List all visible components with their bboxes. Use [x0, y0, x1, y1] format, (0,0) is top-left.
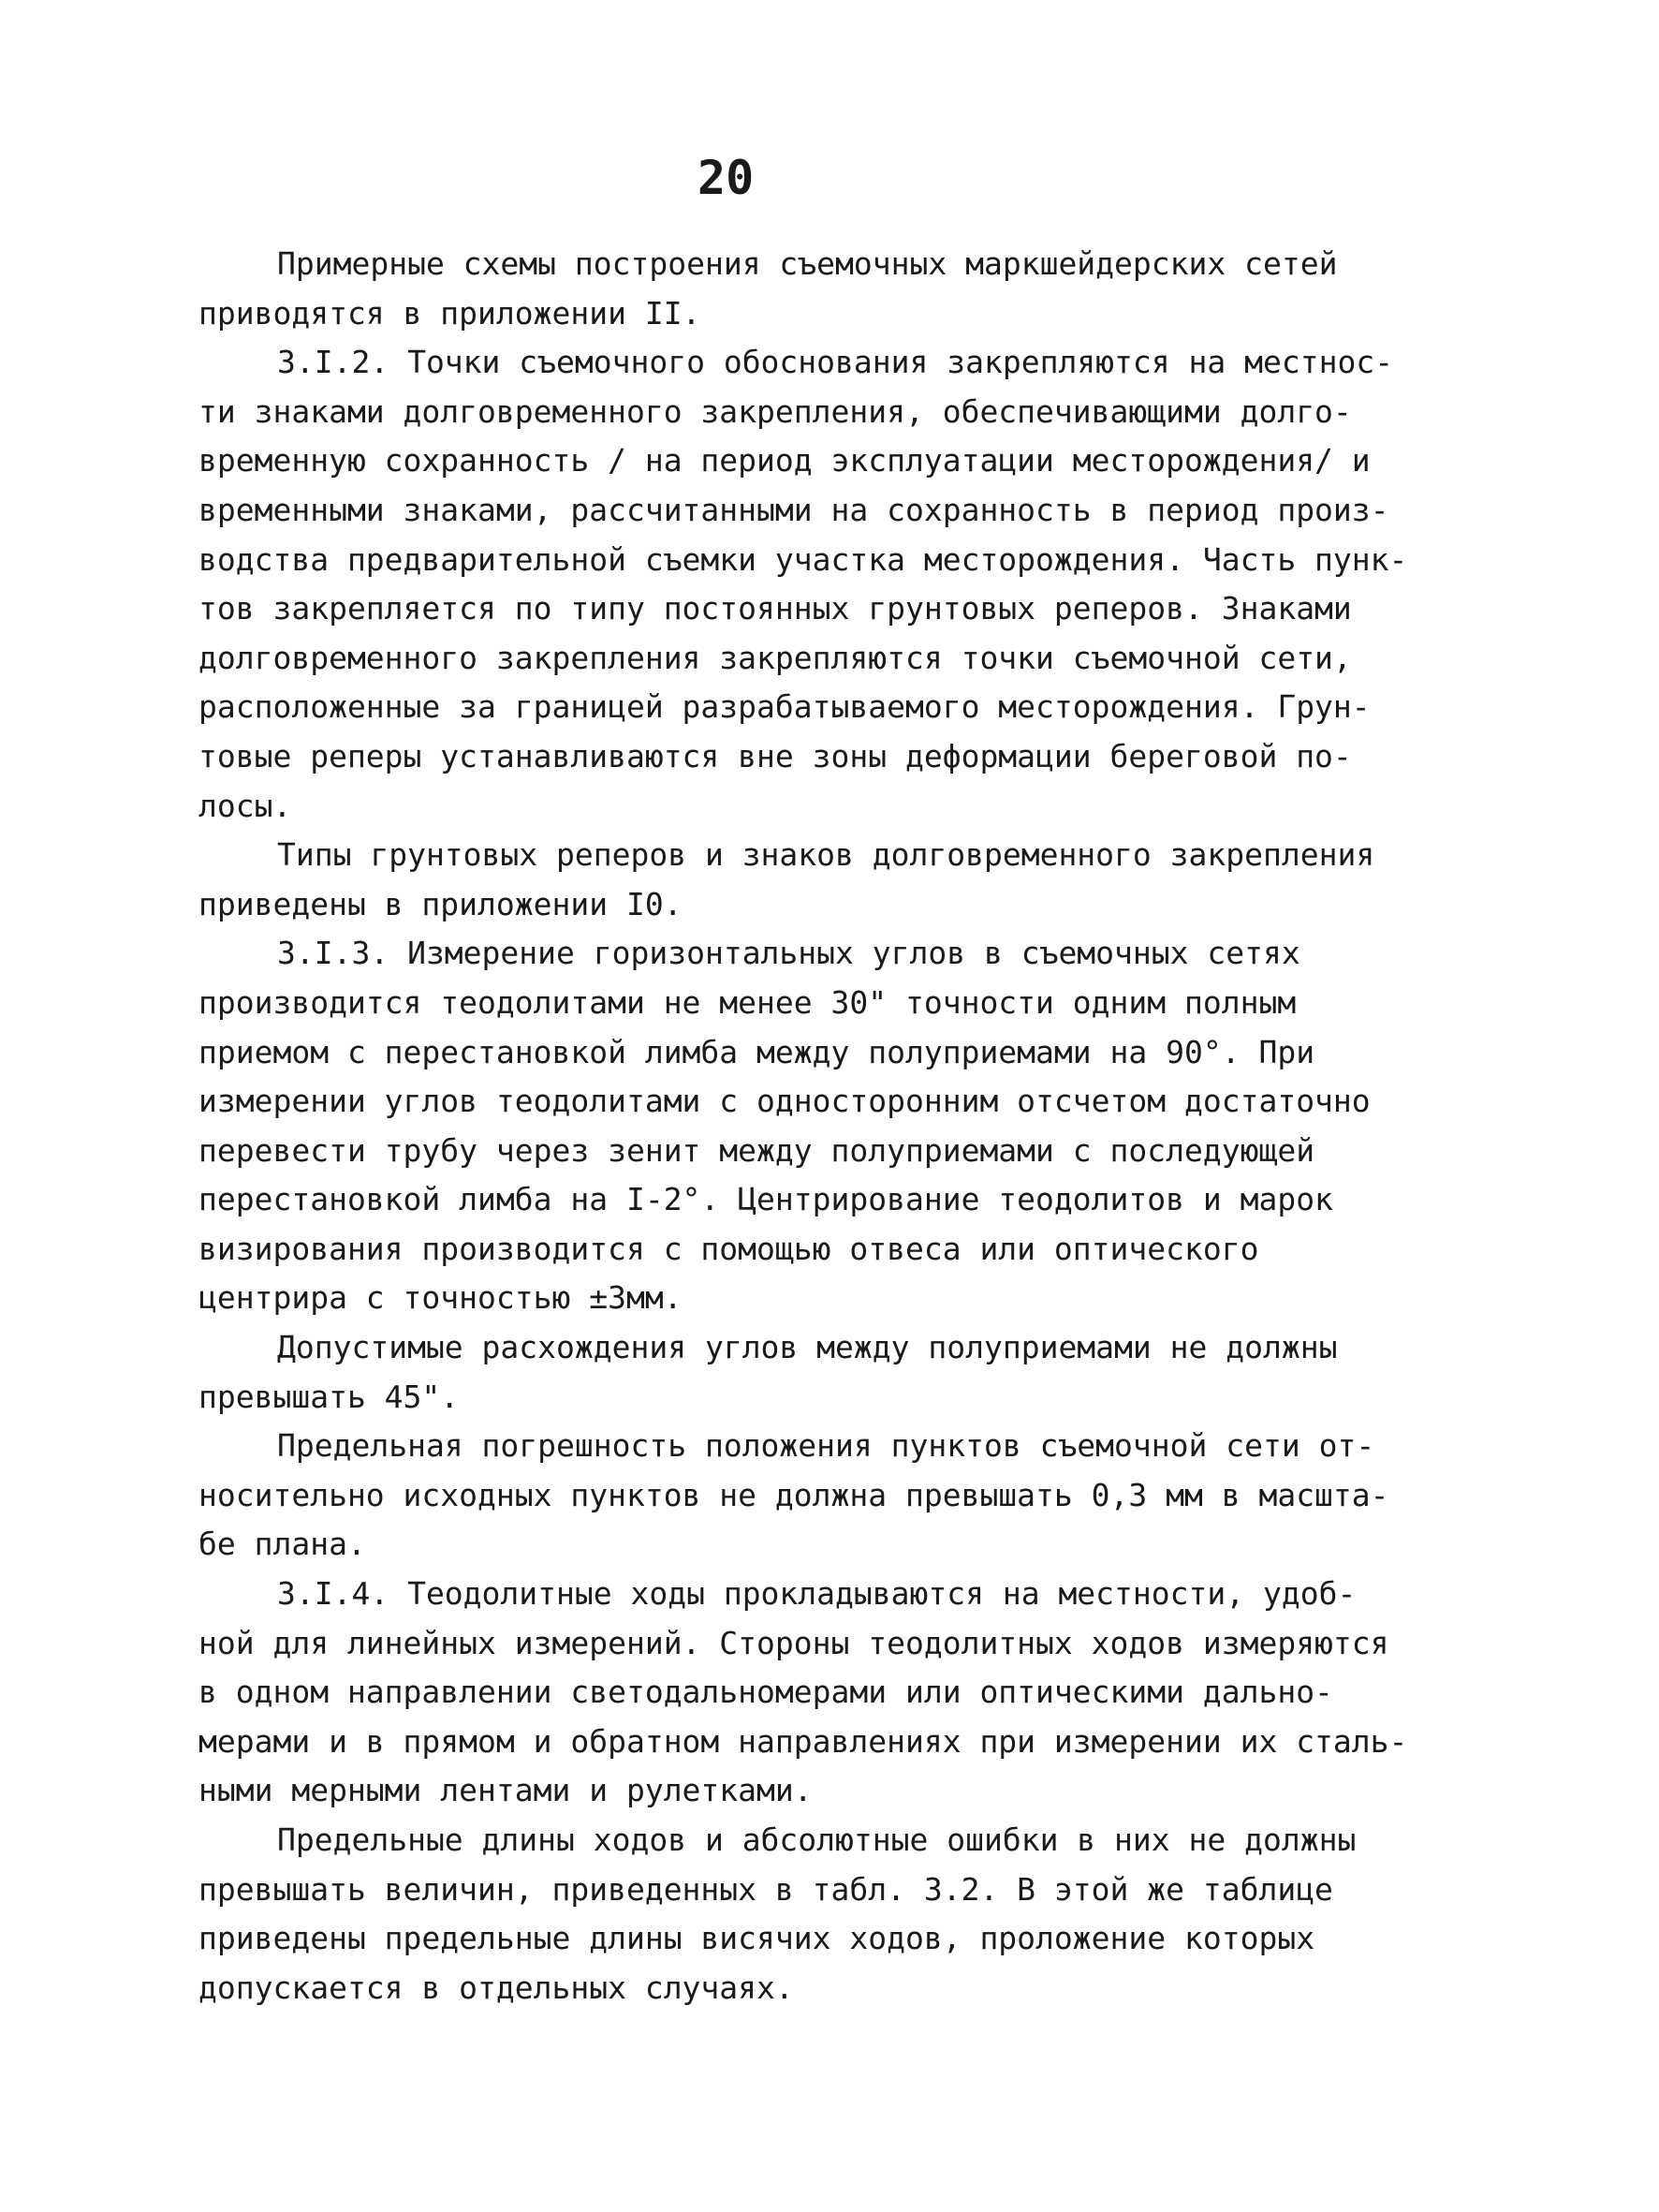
body-text — [198, 240, 1490, 2013]
text-line: расположенные за границей разрабатываемого месторождения. Грун- — [198, 688, 1371, 726]
text-line: временную сохранность / на период эксплуатации месторождения/ и — [198, 442, 1371, 479]
text-line: водства предварительной съемки участка месторождения. Часть пунк- — [198, 540, 1408, 578]
text-line: Примерные схемы построения съемочных маркшейдерских сетей — [277, 245, 1338, 282]
text-line: превышать 45". — [198, 1378, 460, 1415]
text-line: носительно исходных пунктов не должна превышать 0,3 мм в масшта- — [198, 1476, 1389, 1513]
text-line: Предельные длины ходов и абсолютные ошибки в них не должны — [277, 1821, 1357, 1858]
text-line: Допустимые расхождения углов между полуприемами не должны — [277, 1329, 1338, 1366]
text-line: мерами и в прямом и обратном направлениях при измерении их сталь- — [198, 1722, 1408, 1760]
text-line: 3.I.3. Измерение горизонтальных углов в съемочных сетях — [277, 935, 1300, 972]
text-line: лосы. — [198, 787, 292, 824]
text-line: Предельная погрешность положения пунктов съемочной сети от- — [277, 1427, 1375, 1465]
text-line: визирования производится с помощью отвеса или оптического — [198, 1230, 1259, 1267]
text-line: приемом с перестановкой лимба между полуприемами на 90°. При — [198, 1033, 1315, 1070]
text-line: допускается в отдельных случаях. — [198, 1969, 794, 2006]
text-line: Типы грунтовых реперов и знаков долговременного закрепления — [277, 836, 1375, 874]
text-line: ной для линейных измерений. Стороны теодолитных ходов измеряются — [198, 1624, 1389, 1661]
page-number: 20 — [697, 151, 755, 205]
text-line: в одном направлении светодальномерами или оптическими дально- — [198, 1674, 1333, 1711]
text-line: приведены в приложении I0. — [198, 885, 683, 922]
text-line: ными мерными лентами и рулетками. — [198, 1772, 813, 1809]
text-line: товые реперы устанавливаются вне зоны деформации береговой по- — [198, 737, 1352, 774]
text-line: превышать величин, приведенных в табл. 3.2. В этой же таблице — [198, 1870, 1333, 1908]
text-line: центрира с точностью ±3мм. — [198, 1279, 683, 1317]
text-line: долговременного закрепления закрепляются точки съемочной сети, — [198, 639, 1352, 676]
text-line: перевести трубу через зенит между полуприемами с последующей — [198, 1131, 1315, 1169]
text-line: производится теодолитами не менее 30" точности одним полным — [198, 983, 1297, 1021]
text-line: измерении углов теодолитами с односторонним отсчетом достаточно — [198, 1083, 1371, 1120]
text-line: приведены предельные длины висячих ходов, проложение которых — [198, 1920, 1315, 1957]
text-line: ти знаками долговременного закрепления, обеспечивающими долго- — [198, 392, 1352, 430]
text-line: тов закрепляется по типу постоянных грунтовых реперов. Знаками — [198, 590, 1352, 627]
text-line: временными знаками, рассчитанными на сохранность в период произ- — [198, 491, 1389, 528]
text-line: перестановкой лимба на I-2°. Центрирование теодолитов и марок — [198, 1181, 1333, 1218]
text-line: 3.I.2. Точки съемочного обоснования закрепляются на местнос- — [277, 344, 1394, 381]
text-line: приводятся в приложении II. — [198, 294, 701, 332]
text-line: 3.I.4. Теодолитные ходы прокладываются на местности, удоб- — [277, 1575, 1357, 1613]
text-line: бе плана. — [198, 1526, 366, 1563]
